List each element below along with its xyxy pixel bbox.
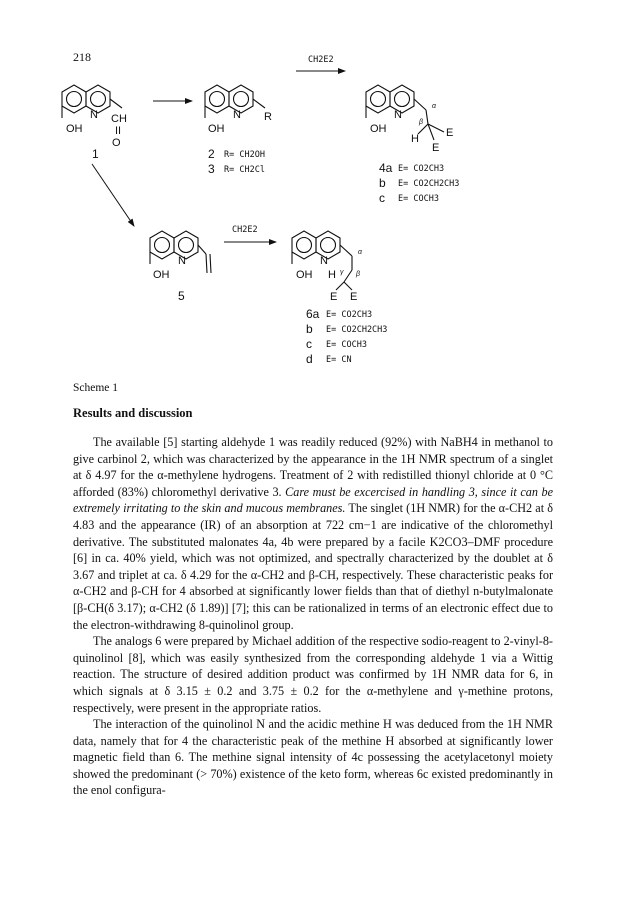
compound-6-variants <box>306 307 387 366</box>
variant-id: c <box>379 191 385 205</box>
section-heading: Results and discussion <box>73 406 193 420</box>
compound-4-variants <box>379 161 459 205</box>
variant-substituent: E= CN <box>326 355 352 365</box>
hydrogen-label: H <box>411 133 419 145</box>
nitrogen-label: N <box>90 109 98 121</box>
hydroxyl-label: OH <box>370 123 387 135</box>
gamma-label: γ <box>340 269 344 276</box>
nitrogen-label: N <box>233 109 241 121</box>
scheme-caption: Scheme 1 <box>73 382 119 394</box>
compound-4-structure <box>366 85 459 205</box>
hydroxyl-label: OH <box>296 269 313 281</box>
ester-e-label: E <box>446 127 454 139</box>
variant-substituent: E= COCH3 <box>398 194 439 204</box>
ester-e-label: E <box>432 142 440 154</box>
paragraph: The available [5] starting aldehyde 1 was readily reduced (92%) with NaBH4 in methanol to give carbinol 2, which was characterized by the appearance in the 1H NMR spectrum of a singlet at δ 4.97 for the α-methylene hydrogens. Treatment of 2 with redistilled thionyl chloride at 0 °C afforded (83%) chloromethyl derivative 3. Care must be excercised in handling 3, since it can be extremely irritating to the skin and mucous membranes. The singlet (1H NMR) for the α-CH2 at δ 4.83 and the appearance (IR) of an absorption at 722 cm−1 are indicative of the chloromethyl derivative. The substituted malonates 4a, 4b were prepared by a facile K2CO3–DMF procedure [6] in ca. 40% yield, which was not optimized, and spectrally characterized by the doublet at δ 3.67 and triplet at ca. δ 4.29 for the α-CH2 and β-CH, respectively. These characteristic peaks for α-CH2 and β-CH for 4 absorbed at significantly lower fields than that of diethyl n-butylmalonate [β-CH(δ 3.17); α-CH2 (δ 1.89)] [7]; this can be rationalized in terms of an electronic effect due to the electron-withdrawing 8-quinolinol group. <box>73 435 553 632</box>
page-number: 218 <box>73 50 91 64</box>
compound-3-substituent: R= CH2Cl <box>224 165 265 175</box>
body-text <box>73 434 553 799</box>
r-group-label: R <box>264 111 272 123</box>
variant-id: 6a <box>306 307 320 321</box>
double-bond-label: II <box>115 125 122 137</box>
compound-2-number: 2 <box>208 147 215 161</box>
variant-id: 4a <box>379 161 393 175</box>
paragraph: The analogs 6 were prepared by Michael addition of the respective sodio-reagent to 2-vinyl-8-quinolinol [8], which was easily synthesized from the corresponding aldehyde 1 via a Wittig reaction. The structure of desired addition product was confirmed by 1H NMR data for 6, in which signals at δ 3.15 ± 0.2 and 3.75 ± 0.2 for the α-methylene and γ-methine protons, respectively, were present in the appropriate ratios. <box>73 634 553 715</box>
variant-id: c <box>306 337 312 351</box>
compound-5-structure <box>150 231 211 303</box>
ch-label: CH <box>111 113 127 125</box>
reagent-label-bottom: CH2E2 <box>232 225 258 235</box>
alpha-label: α <box>432 103 436 110</box>
compound-1-number: 1 <box>92 147 99 161</box>
nitrogen-label: N <box>178 255 186 267</box>
variant-id: b <box>379 176 386 190</box>
variant-id: b <box>306 322 313 336</box>
hydroxyl-label: OH <box>66 123 83 135</box>
ester-e-label: E <box>330 291 338 303</box>
compound-5-number: 5 <box>178 289 185 303</box>
beta-label: β <box>356 271 360 278</box>
reagent-label-top: CH2E2 <box>308 55 334 65</box>
variant-substituent: E= CO2CH2CH3 <box>326 325 388 335</box>
compound-3-number: 3 <box>208 162 215 176</box>
paragraph: The interaction of the quinolinol N and the acidic methine H was deduced from the 1H NMR data, namely that for 4 the characteristic peak of the methine H absorbed at significantly lower magnetic field than 6. The methine signal intensity of 4c possessing the acetylacetonyl moiety showed the predominant (> 70%) existence of the keto form, whereas 6c existed predominantly in the enol configura- <box>73 717 553 798</box>
alpha-label: α <box>358 249 362 256</box>
variant-substituent: E= CO2CH2CH3 <box>398 179 460 189</box>
hydroxyl-label: OH <box>153 269 170 281</box>
compound-2-substituent: R= CH2OH <box>224 150 265 160</box>
compound-1-structure <box>62 85 127 161</box>
variant-substituent: E= COCH3 <box>326 340 367 350</box>
compound-2-3-structure <box>205 85 272 176</box>
nitrogen-label: N <box>320 255 328 267</box>
variant-substituent: E= CO2CH3 <box>398 164 445 174</box>
oxygen-label: O <box>112 137 121 149</box>
arrow-1-to-5 <box>92 164 134 226</box>
nitrogen-label: N <box>394 109 402 121</box>
beta-label: β <box>419 119 423 126</box>
hydroxyl-label: OH <box>208 123 225 135</box>
variant-substituent: E= CO2CH3 <box>326 310 373 320</box>
compound-6-structure <box>292 231 387 366</box>
hydrogen-label: H <box>328 269 336 281</box>
ester-e-label: E <box>350 291 358 303</box>
reaction-scheme <box>0 0 624 380</box>
variant-id: d <box>306 352 313 366</box>
